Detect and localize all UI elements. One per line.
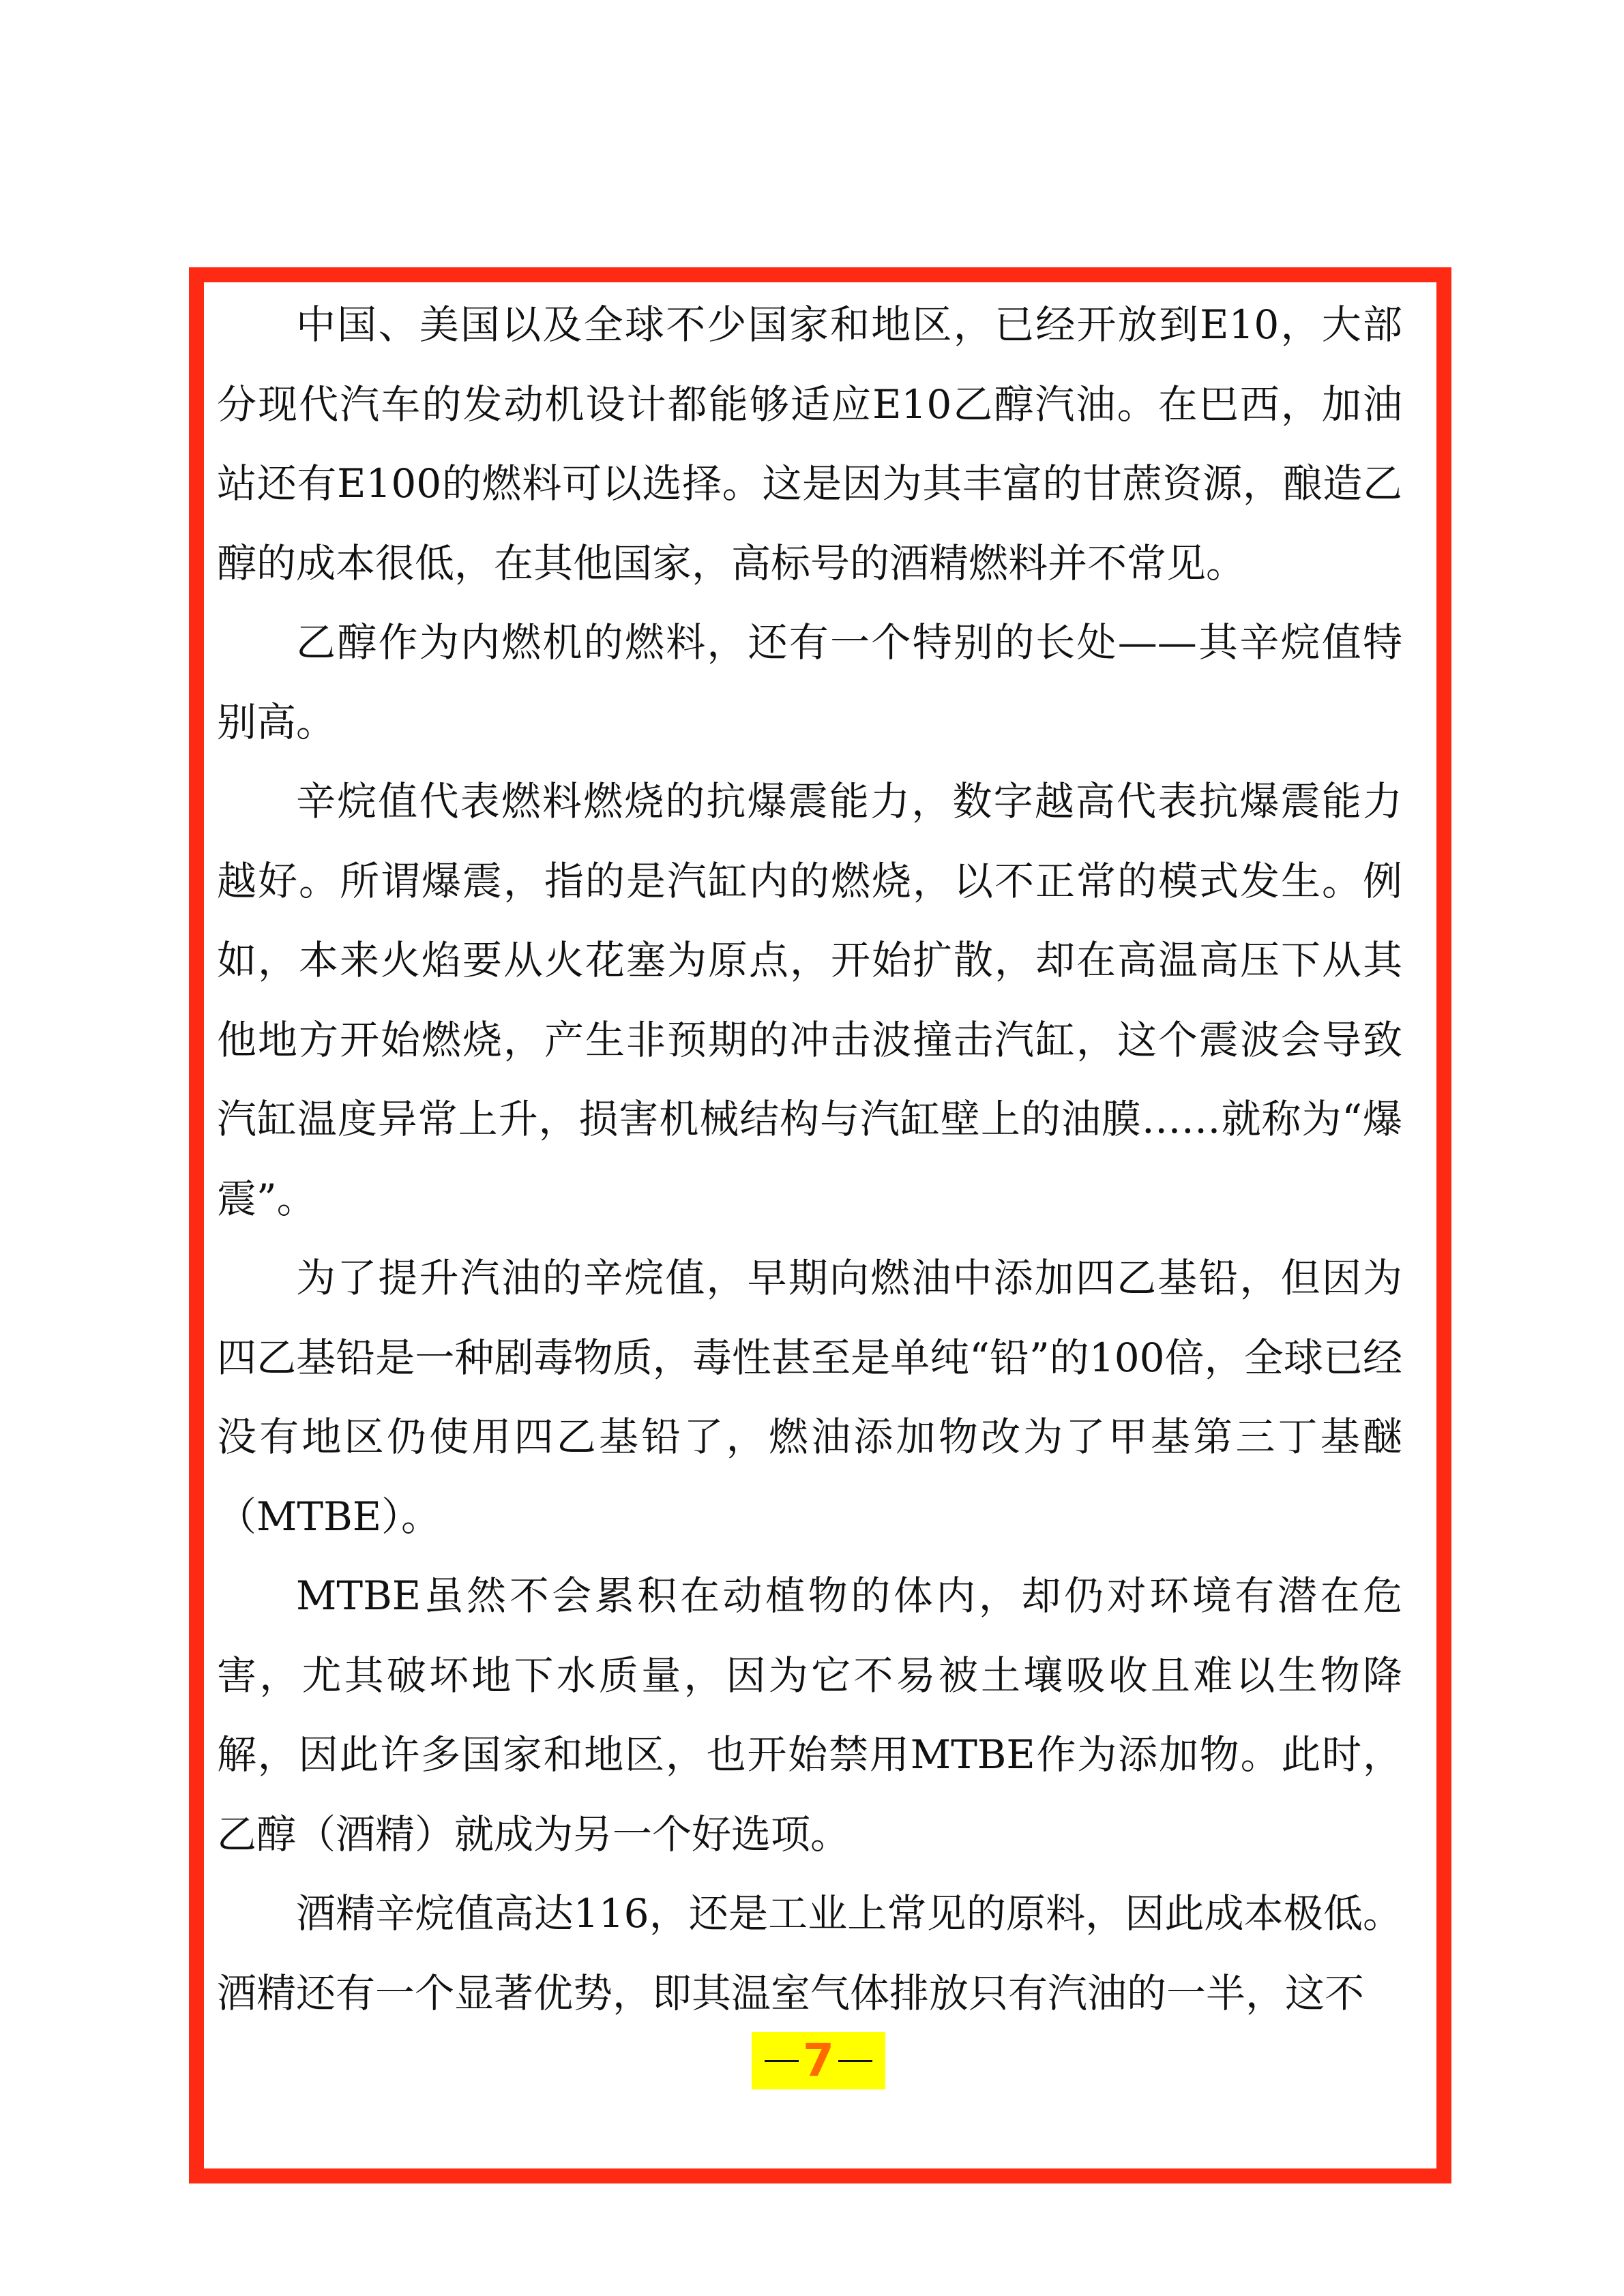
body-text (217, 285, 1402, 2033)
paragraph-tetraethyl-lead: 为了提升汽油的辛烷值，早期向燃油中添加四乙基铅，但因为四乙基铅是一种剧毒物质，毒性甚至是单纯“铅”的100倍，全球已经没有地区仍使用四乙基铅了，燃油添加物改为了甲基第三丁基醚（MTBE）。 (217, 1255, 1402, 1540)
page-number: 7 (803, 2034, 834, 2087)
paragraph-e10: 中国、美国以及全球不少国家和地区，已经开放到E10，大部分现代汽车的发动机设计都能够适应E10乙醇汽油。在巴西，加油站还有E100的燃料可以选择。这是因为其丰富的甘蔗资源，酿造乙醇的成本很低，在其他国家，高标号的酒精燃料并不常见。 (217, 301, 1402, 586)
page-number-badge (752, 2032, 885, 2089)
right-dash-decoration (838, 2060, 872, 2062)
paragraph-ethanol-advantage: 乙醇作为内燃机的燃料，还有一个特别的长处——其辛烷值特别高。 (217, 619, 1402, 745)
paragraph-mtbe: MTBE虽然不会累积在动植物的体内，却仍对环境有潜在危害，尤其破坏地下水质量，因为它不易被土壤吸收且难以生物降解，因此许多国家和地区，也开始禁用MTBE作为添加物。此时，乙醇（酒精）就成为另一个好选项。 (217, 1572, 1402, 1858)
paragraph-octane-knock: 辛烷值代表燃料燃烧的抗爆震能力，数字越高代表抗爆震能力越好。所谓爆震，指的是汽缸内的燃烧，以不正常的模式发生。例如，本来火焰要从火花塞为原点，开始扩散，却在高温高压下从其他地方开始燃烧，产生非预期的冲击波撞击汽缸，这个震波会导致汽缸温度异常上升，损害机械结构与汽缸壁上的油膜……就称为“爆震”。 (217, 778, 1402, 1222)
paragraph-alcohol-octane: 酒精辛烷值高达116，还是工业上常见的原料，因此成本极低。酒精还有一个显著优势，即其温室气体排放只有汽油的一半，这不 (217, 1890, 1402, 2016)
left-dash-decoration (765, 2060, 799, 2062)
